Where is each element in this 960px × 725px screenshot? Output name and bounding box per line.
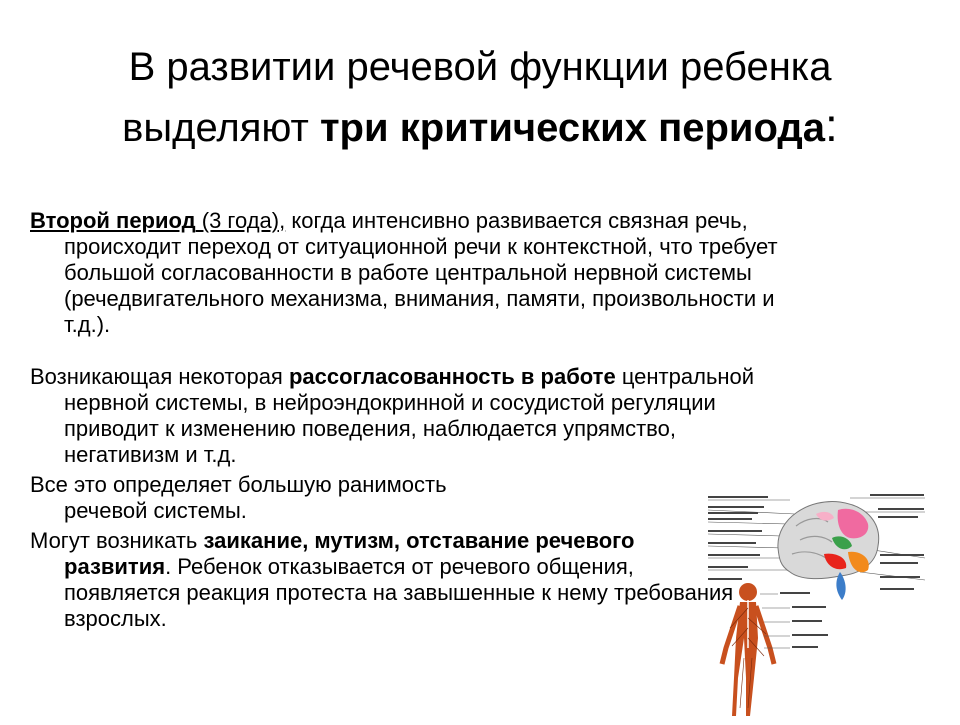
consequences-bold: заикание, мутизм, отставание речевого развития xyxy=(64,528,635,579)
second-period-text: когда интенсивно развивается связная речь, происходит переход от ситуационной речи к контекстной, что требует большой согласованности в работе центральной нервной системы (речедвигательного механизма, внимания, памяти, произвольности и т.д.). xyxy=(64,208,778,337)
title-line-2 xyxy=(70,96,890,157)
tiny-caption-marks-left xyxy=(708,496,768,580)
nervous-system-figure xyxy=(700,488,940,720)
mismatch-suffix: центральной нервной системы, в нейроэндокринной и сосудистой регуляции приводит к изменению поведения, наблюдается упрямство, негативизм и т.д. xyxy=(64,364,755,467)
paragraph-vulnerability xyxy=(30,472,524,524)
mismatch-bold: рассогласованность в работе xyxy=(288,364,616,389)
consequences-prefix: Могут возникать xyxy=(30,528,204,553)
vulnerability-text: Все это определяет большую ранимость речевой системы. xyxy=(30,472,447,523)
second-period-age: (3 года), xyxy=(195,208,286,233)
tiny-caption-marks-body xyxy=(780,592,828,648)
paragraph-second-period xyxy=(30,208,784,338)
title-line-2-prefix: выделяют xyxy=(122,106,320,150)
brain-icon xyxy=(778,501,879,600)
second-period-label: Второй период xyxy=(30,208,196,233)
brain-body-illustration xyxy=(700,488,940,720)
title-line-1: В развитии речевой функции ребенка xyxy=(128,45,832,89)
paragraph-consequences xyxy=(30,528,744,632)
consequences-suffix: . Ребенок отказывается от речевого общения, появляется реакция протеста на завышенные к нему требования взрослых. xyxy=(64,554,734,631)
body-leader-lines xyxy=(760,594,790,648)
slide-title xyxy=(70,38,890,157)
paragraph-mismatch xyxy=(30,364,784,468)
title-line-2-bold: три критических периода xyxy=(319,106,826,150)
body-nervous-system-icon xyxy=(722,583,774,716)
mismatch-prefix: Возникающая некоторая xyxy=(30,364,289,389)
title-colon: : xyxy=(825,99,838,151)
